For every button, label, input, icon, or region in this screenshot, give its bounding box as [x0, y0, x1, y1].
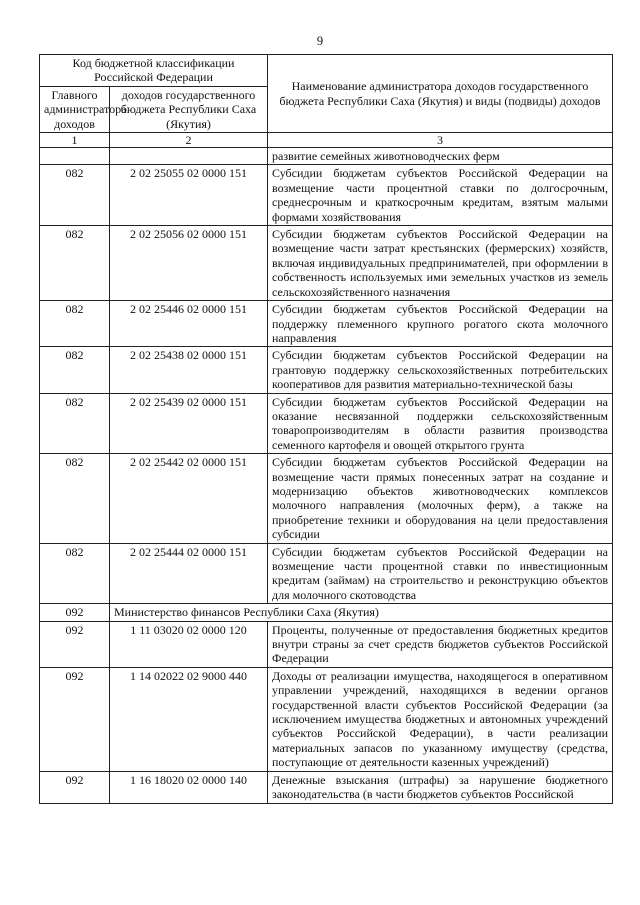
table-row-continuation	[40, 148, 613, 165]
code-cell: 2 02 25444 02 0000 151	[110, 543, 268, 604]
admin-cell: 082	[40, 165, 110, 226]
code-cell: 2 02 25056 02 0000 151	[110, 226, 268, 301]
header-name-column: Наименование администратора доходов государственного бюджета Республики Саха (Якутия) и виды (подвиды) доходов	[268, 55, 613, 133]
admin-cell: 082	[40, 301, 110, 347]
description-cell: Субсидии бюджетам субъектов Российской Федерации на грантовую поддержку сельскохозяйственных потребительских кооперативов для развития материально-технической базы	[268, 347, 613, 393]
table-row	[40, 226, 613, 301]
admin-cell: 082	[40, 226, 110, 301]
table-row	[40, 771, 613, 803]
admin-cell: 092	[40, 771, 110, 803]
table-row	[40, 301, 613, 347]
code-cell: 2 02 25439 02 0000 151	[110, 393, 268, 454]
admin-cell: 082	[40, 393, 110, 454]
admin-cell: 082	[40, 454, 110, 543]
description-cell: Субсидии бюджетам субъектов Российской Федерации на возмещение части процентной ставки по долгосрочным, среднесрочным и краткосрочным кредитам, взятым малыми формами хозяйствования	[268, 165, 613, 226]
column-number: 3	[268, 133, 613, 148]
page-number: 9	[316, 34, 324, 48]
admin-cell: 082	[40, 543, 110, 604]
description-cell: Субсидии бюджетам субъектов Российской Федерации на поддержку племенного крупного рогатого скота молочного направления	[268, 301, 613, 347]
header-income-column: доходов государственного бюджета Республики Саха (Якутия)	[110, 86, 268, 132]
code-cell: 1 11 03020 02 0000 120	[110, 621, 268, 667]
description-cell: развитие семейных животноводческих ферм	[268, 148, 613, 165]
section-header-row	[40, 604, 613, 621]
table-row	[40, 165, 613, 226]
table-row	[40, 393, 613, 454]
code-cell	[110, 148, 268, 165]
header-code-group: Код бюджетной классификации Российской Федерации	[40, 55, 268, 87]
admin-cell: 082	[40, 347, 110, 393]
column-number: 1	[40, 133, 110, 148]
budget-classification-table	[39, 54, 613, 804]
table-row	[40, 347, 613, 393]
table-body	[40, 148, 613, 803]
table-header	[40, 55, 613, 148]
column-number-row	[40, 133, 613, 148]
table-row	[40, 667, 613, 771]
code-cell: 1 14 02022 02 9000 440	[110, 667, 268, 771]
section-title: Министерство финансов Республики Саха (Якутия)	[110, 604, 613, 621]
code-cell: 2 02 25438 02 0000 151	[110, 347, 268, 393]
code-cell: 2 02 25055 02 0000 151	[110, 165, 268, 226]
table-row	[40, 454, 613, 543]
code-cell: 2 02 25442 02 0000 151	[110, 454, 268, 543]
description-cell: Субсидии бюджетам субъектов Российской Федерации на возмещение части процентной ставки по инвестиционным кредитам (займам) на строительство и реконструкцию объектов для молочного скотоводства	[268, 543, 613, 604]
section-admin-code: 092	[40, 604, 110, 621]
description-cell: Субсидии бюджетам субъектов Российской Федерации на оказание несвязанной поддержки сельскохозяйственным товаропроизводителям в области развития производства семенного картофеля и овощей открытого грунта	[268, 393, 613, 454]
description-cell: Проценты, полученные от предоставления бюджетных кредитов внутри страны за счет средств бюджетов субъектов Российской Федерации	[268, 621, 613, 667]
admin-cell	[40, 148, 110, 165]
header-admin-column: Главного администратора доходов	[40, 86, 110, 132]
table-row	[40, 621, 613, 667]
description-cell: Доходы от реализации имущества, находящегося в оперативном управлении учреждений, находящихся в ведении органов государственной власти субъектов Российской Федерации (за исключением имущества бюджетных и автономных учреждений субъектов Российской Федерации), в части реализации материальных запасов по указанному имуществу (средства, поступающие от деятельности казенных учреждений)	[268, 667, 613, 771]
admin-cell: 092	[40, 621, 110, 667]
column-number: 2	[110, 133, 268, 148]
description-cell: Денежные взыскания (штрафы) за нарушение бюджетного законодательства (в части бюджетов субъектов Российской	[268, 771, 613, 803]
admin-cell: 092	[40, 667, 110, 771]
description-cell: Субсидии бюджетам субъектов Российской Федерации на возмещение части прямых понесенных затрат на создание и модернизацию объектов животноводческих комплексов молочного направления (молочных ферм), а также на приобретение техники и оборудования на цели предоставления субсидии	[268, 454, 613, 543]
table-row	[40, 543, 613, 604]
code-cell: 1 16 18020 02 0000 140	[110, 771, 268, 803]
description-cell: Субсидии бюджетам субъектов Российской Федерации на возмещение части затрат крестьянских (фермерских) хозяйств, включая индивидуальных предпринимателей, при оформлении в собственность используемых ими земельных участков из земель сельскохозяйственного назначения	[268, 226, 613, 301]
code-cell: 2 02 25446 02 0000 151	[110, 301, 268, 347]
